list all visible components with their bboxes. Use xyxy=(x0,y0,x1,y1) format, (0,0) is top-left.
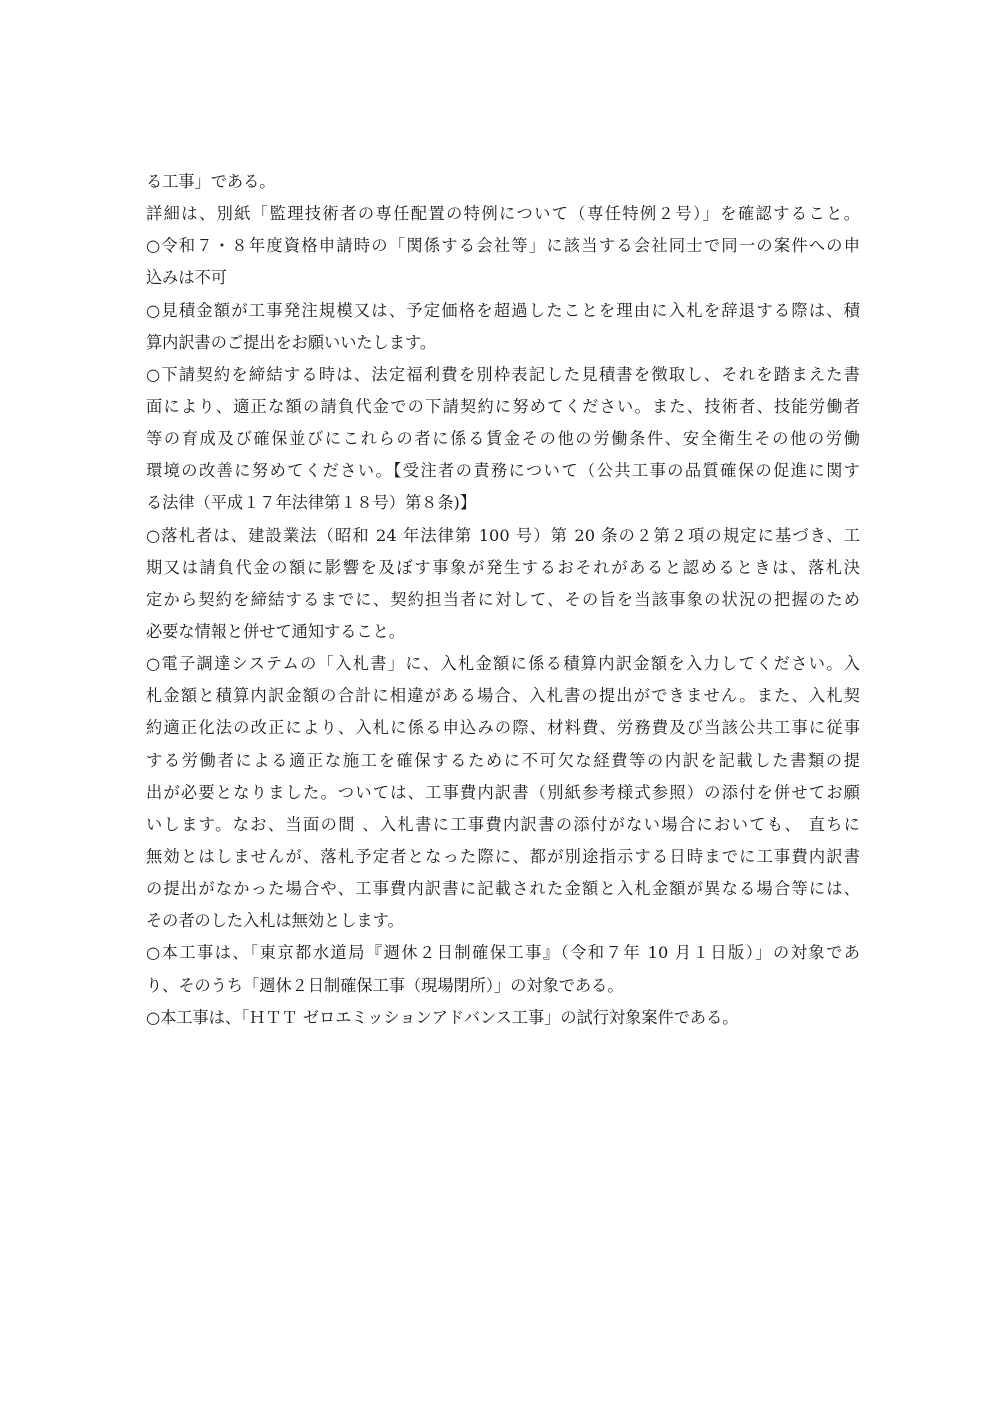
text-line: り、そのうち「週休２日制確保工事（現場閉所）」の対象である。 xyxy=(146,975,624,995)
text-line: る法律（平成１７年法律第１８号）第８条)】 xyxy=(146,493,477,513)
text-line: する労働者による適正な施工を確保するために不可欠な経費等の内訳を記載した書類の提 xyxy=(146,750,860,770)
text-line: 札金額と積算内訳金額の合計に相違がある場合、入札書の提出ができません。また、入札契 xyxy=(146,686,860,706)
text-line: いします。なお、当面の間 、入札書に工事費内訳書の添付がない場合においても、 直ちに xyxy=(146,814,860,834)
text-line: ○本工事は、「東京都水道局『週休２日制確保工事』（令和７年 10 月１日版）」の対象であ xyxy=(146,943,860,963)
text-line: 出が必要となりました。ついては、工事費内訳書（別紙参考様式参照）の添付を併せてお願 xyxy=(146,782,860,802)
text-line: ○下請契約を締結する時は、法定福利費を別枠表記した見積書を徴取し、それを踏まえた書 xyxy=(146,364,860,384)
text-line: 定から契約を締結するまでに、契約担当者に対して、その旨を当該事象の状況の把握のため xyxy=(146,589,860,609)
text-line: 等の育成及び確保並びにこれらの者に係る賃金その他の労働条件、安全衛生その他の労働 xyxy=(146,429,860,449)
text-line: ○電子調達システムの「入札書」に、入札金額に係る積算内訳金額を入力してください。入 xyxy=(146,654,860,674)
document-body xyxy=(146,166,860,1034)
text-line: 必要な情報と併せて通知すること。 xyxy=(146,621,405,641)
text-line: その者のした入札は無効とします。 xyxy=(146,911,404,931)
text-line: 無効とはしませんが、落札予定者となった際に、都が別途指示する日時までに工事費内訳書 xyxy=(146,846,860,866)
text-line: ○落札者は、建設業法（昭和 24 年法律第 100 号）第 20 条の２第２項の規定に基づき、工 xyxy=(146,525,860,545)
text-line: 詳細は、別紙「監理技術者の専任配置の特例について（専任特例２号）」を確認すること。 xyxy=(146,204,860,224)
text-line: 環境の改善に努めてください。【受注者の責務について（公共工事の品質確保の促進に関す xyxy=(146,461,860,481)
text-line: ○本工事は、「ＨＴＴ ゼロエミッションアドバンス工事」の試行対象案件である。 xyxy=(146,1007,739,1027)
text-line: 算内訳書のご提出をお願いいたします。 xyxy=(146,332,437,352)
text-line: る工事」である。 xyxy=(146,172,276,191)
text-line: 面により、適正な額の請負代金での下請契約に努めてください。また、技術者、技能労働者 xyxy=(146,396,860,416)
text-line: 期又は請負代金の額に影響を及ぼす事象が発生するおそれがあると認めるときは、落札決 xyxy=(146,557,860,577)
text-line: 約適正化法の改正により、入札に係る申込みの際、材料費、労務費及び当該公共工事に従事 xyxy=(146,718,860,738)
text-line: ○見積金額が工事発注規模又は、予定価格を超過したことを理由に入札を辞退する際は、積 xyxy=(146,300,860,320)
text-line: 込みは不可 xyxy=(146,268,227,288)
text-line: ○令和７・８年度資格申請時の「関係する会社等」に該当する会社同士で同一の案件への申 xyxy=(146,236,860,256)
text-line: の提出がなかった場合や、工事費内訳書に記載された金額と入札金額が異なる場合等には、 xyxy=(146,879,860,899)
